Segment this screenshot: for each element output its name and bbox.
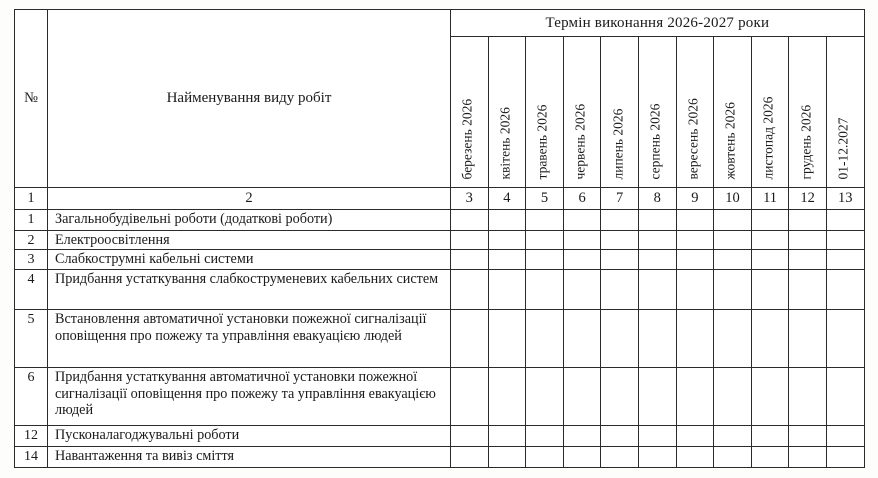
schedule-cell <box>676 368 714 426</box>
schedule-cell <box>826 368 864 426</box>
schedule-cell <box>563 426 601 447</box>
schedule-cell <box>751 210 789 231</box>
schedule-cell <box>826 447 864 468</box>
row-description: Придбання устаткування автоматичної установки пожежної сигналізації оповіщення про пожежу та управління евакуацією людей <box>48 368 451 426</box>
header-month-label: травень 2026 <box>534 104 550 179</box>
schedule-cell <box>488 447 526 468</box>
schedule-cell <box>714 231 752 250</box>
column-number: 8 <box>638 188 676 210</box>
column-number: 3 <box>451 188 489 210</box>
schedule-cell <box>488 368 526 426</box>
header-month-cell <box>789 37 827 188</box>
schedule-cell <box>638 447 676 468</box>
column-number: 11 <box>751 188 789 210</box>
schedule-cell <box>676 310 714 368</box>
schedule-cell <box>601 426 639 447</box>
schedule-cell <box>789 231 827 250</box>
row-number: 2 <box>15 231 48 250</box>
schedule-cell <box>789 250 827 270</box>
schedule-cell <box>451 270 489 310</box>
schedule-cell <box>826 210 864 231</box>
column-numbering-row <box>15 188 865 210</box>
header-month-label: липень 2026 <box>610 108 626 179</box>
schedule-cell <box>601 447 639 468</box>
schedule-cell <box>526 210 564 231</box>
table-row <box>15 426 865 447</box>
schedule-cell <box>826 231 864 250</box>
schedule-cell <box>563 447 601 468</box>
schedule-cell <box>676 270 714 310</box>
column-number: 1 <box>15 188 48 210</box>
table-header <box>15 10 865 188</box>
schedule-cell <box>526 310 564 368</box>
header-month-cell <box>451 37 489 188</box>
schedule-cell <box>638 426 676 447</box>
schedule-cell <box>451 426 489 447</box>
schedule-cell <box>601 210 639 231</box>
header-month-label: грудень 2026 <box>798 104 814 179</box>
schedule-cell <box>563 210 601 231</box>
schedule-cell <box>789 426 827 447</box>
schedule-cell <box>638 310 676 368</box>
schedule-cell <box>526 426 564 447</box>
header-month-label: вересень 2026 <box>685 97 701 179</box>
schedule-cell <box>751 231 789 250</box>
header-month-label: квітень 2026 <box>497 106 513 179</box>
schedule-cell <box>601 368 639 426</box>
row-description: Слабкострумні кабельні системи <box>48 250 451 270</box>
column-number: 13 <box>826 188 864 210</box>
schedule-cell <box>451 310 489 368</box>
schedule-cell <box>601 270 639 310</box>
row-number: 4 <box>15 270 48 310</box>
header-month-cell <box>601 37 639 188</box>
schedule-cell <box>526 270 564 310</box>
column-number: 5 <box>526 188 564 210</box>
schedule-cell <box>714 447 752 468</box>
schedule-cell <box>714 270 752 310</box>
schedule-cell <box>563 310 601 368</box>
table-row <box>15 210 865 231</box>
column-number: 10 <box>714 188 752 210</box>
row-description: Встановлення автоматичної установки пожежної сигналізації оповіщення про пожежу та управління евакуацією людей <box>48 310 451 368</box>
row-description: Електроосвітлення <box>48 231 451 250</box>
column-number: 2 <box>48 188 451 210</box>
row-number: 6 <box>15 368 48 426</box>
schedule-cell <box>601 250 639 270</box>
row-description: Пусконалагоджувальні роботи <box>48 426 451 447</box>
schedule-cell <box>526 231 564 250</box>
schedule-cell <box>714 250 752 270</box>
schedule-cell <box>826 270 864 310</box>
header-description-column: Найменування виду робіт <box>48 10 451 188</box>
schedule-cell <box>676 426 714 447</box>
table-row <box>15 250 865 270</box>
schedule-cell <box>751 368 789 426</box>
schedule-cell <box>488 270 526 310</box>
header-month-label: 01-12.2027 <box>835 117 851 179</box>
schedule-cell <box>451 447 489 468</box>
schedule-cell <box>563 270 601 310</box>
schedule-cell <box>714 310 752 368</box>
row-number: 3 <box>15 250 48 270</box>
schedule-cell <box>714 210 752 231</box>
header-month-cell <box>638 37 676 188</box>
schedule-cell <box>488 426 526 447</box>
schedule-cell <box>676 231 714 250</box>
row-description: Загальнобудівельні роботи (додаткові роботи) <box>48 210 451 231</box>
header-month-label: жовтень 2026 <box>722 101 738 179</box>
table-row <box>15 368 865 426</box>
schedule-cell <box>676 250 714 270</box>
row-number: 14 <box>15 447 48 468</box>
schedule-cell <box>526 447 564 468</box>
row-number: 5 <box>15 310 48 368</box>
header-month-cell <box>563 37 601 188</box>
column-number: 7 <box>601 188 639 210</box>
schedule-cell <box>676 447 714 468</box>
header-month-cell <box>826 37 864 188</box>
header-number-column: № <box>15 10 48 188</box>
header-month-label: березень 2026 <box>459 98 475 179</box>
row-number: 1 <box>15 210 48 231</box>
work-schedule-table <box>14 9 865 468</box>
schedule-cell <box>751 426 789 447</box>
schedule-cell <box>488 231 526 250</box>
header-month-cell <box>751 37 789 188</box>
column-number: 12 <box>789 188 827 210</box>
header-period-span: Термін виконання 2026-2027 роки <box>451 10 865 37</box>
schedule-cell <box>526 250 564 270</box>
schedule-cell <box>638 250 676 270</box>
schedule-cell <box>826 426 864 447</box>
schedule-cell <box>451 210 489 231</box>
schedule-cell <box>563 250 601 270</box>
column-number: 4 <box>488 188 526 210</box>
row-description: Навантаження та вивіз сміття <box>48 447 451 468</box>
schedule-cell <box>789 368 827 426</box>
schedule-cell <box>638 231 676 250</box>
table-row <box>15 270 865 310</box>
schedule-cell <box>751 250 789 270</box>
column-number: 9 <box>676 188 714 210</box>
schedule-cell <box>488 310 526 368</box>
header-month-label: листопад 2026 <box>760 96 776 179</box>
schedule-cell <box>526 368 564 426</box>
schedule-cell <box>751 447 789 468</box>
header-row-span <box>15 10 865 37</box>
schedule-cell <box>751 310 789 368</box>
schedule-cell <box>488 250 526 270</box>
schedule-cell <box>488 210 526 231</box>
header-month-cell <box>676 37 714 188</box>
row-number: 12 <box>15 426 48 447</box>
header-month-label: червень 2026 <box>572 103 588 179</box>
header-month-cell <box>488 37 526 188</box>
table-row <box>15 231 865 250</box>
schedule-cell <box>826 310 864 368</box>
schedule-cell <box>676 210 714 231</box>
schedule-cell <box>751 270 789 310</box>
schedule-cell <box>714 368 752 426</box>
row-description: Придбання устаткування слабкоструменевих кабельних систем <box>48 270 451 310</box>
schedule-cell <box>638 368 676 426</box>
schedule-cell <box>451 231 489 250</box>
schedule-cell <box>563 368 601 426</box>
schedule-cell <box>451 368 489 426</box>
column-number: 6 <box>563 188 601 210</box>
schedule-cell <box>789 447 827 468</box>
schedule-cell <box>789 270 827 310</box>
schedule-cell <box>451 250 489 270</box>
schedule-cell <box>601 310 639 368</box>
schedule-cell <box>789 310 827 368</box>
header-month-cell <box>714 37 752 188</box>
table-body <box>15 188 865 468</box>
header-month-label: серпень 2026 <box>647 103 663 179</box>
schedule-cell <box>789 210 827 231</box>
schedule-cell <box>563 231 601 250</box>
schedule-cell <box>714 426 752 447</box>
schedule-cell <box>601 231 639 250</box>
schedule-cell <box>638 270 676 310</box>
header-month-cell <box>526 37 564 188</box>
schedule-cell <box>826 250 864 270</box>
schedule-cell <box>638 210 676 231</box>
table-row <box>15 310 865 368</box>
table-row <box>15 447 865 468</box>
